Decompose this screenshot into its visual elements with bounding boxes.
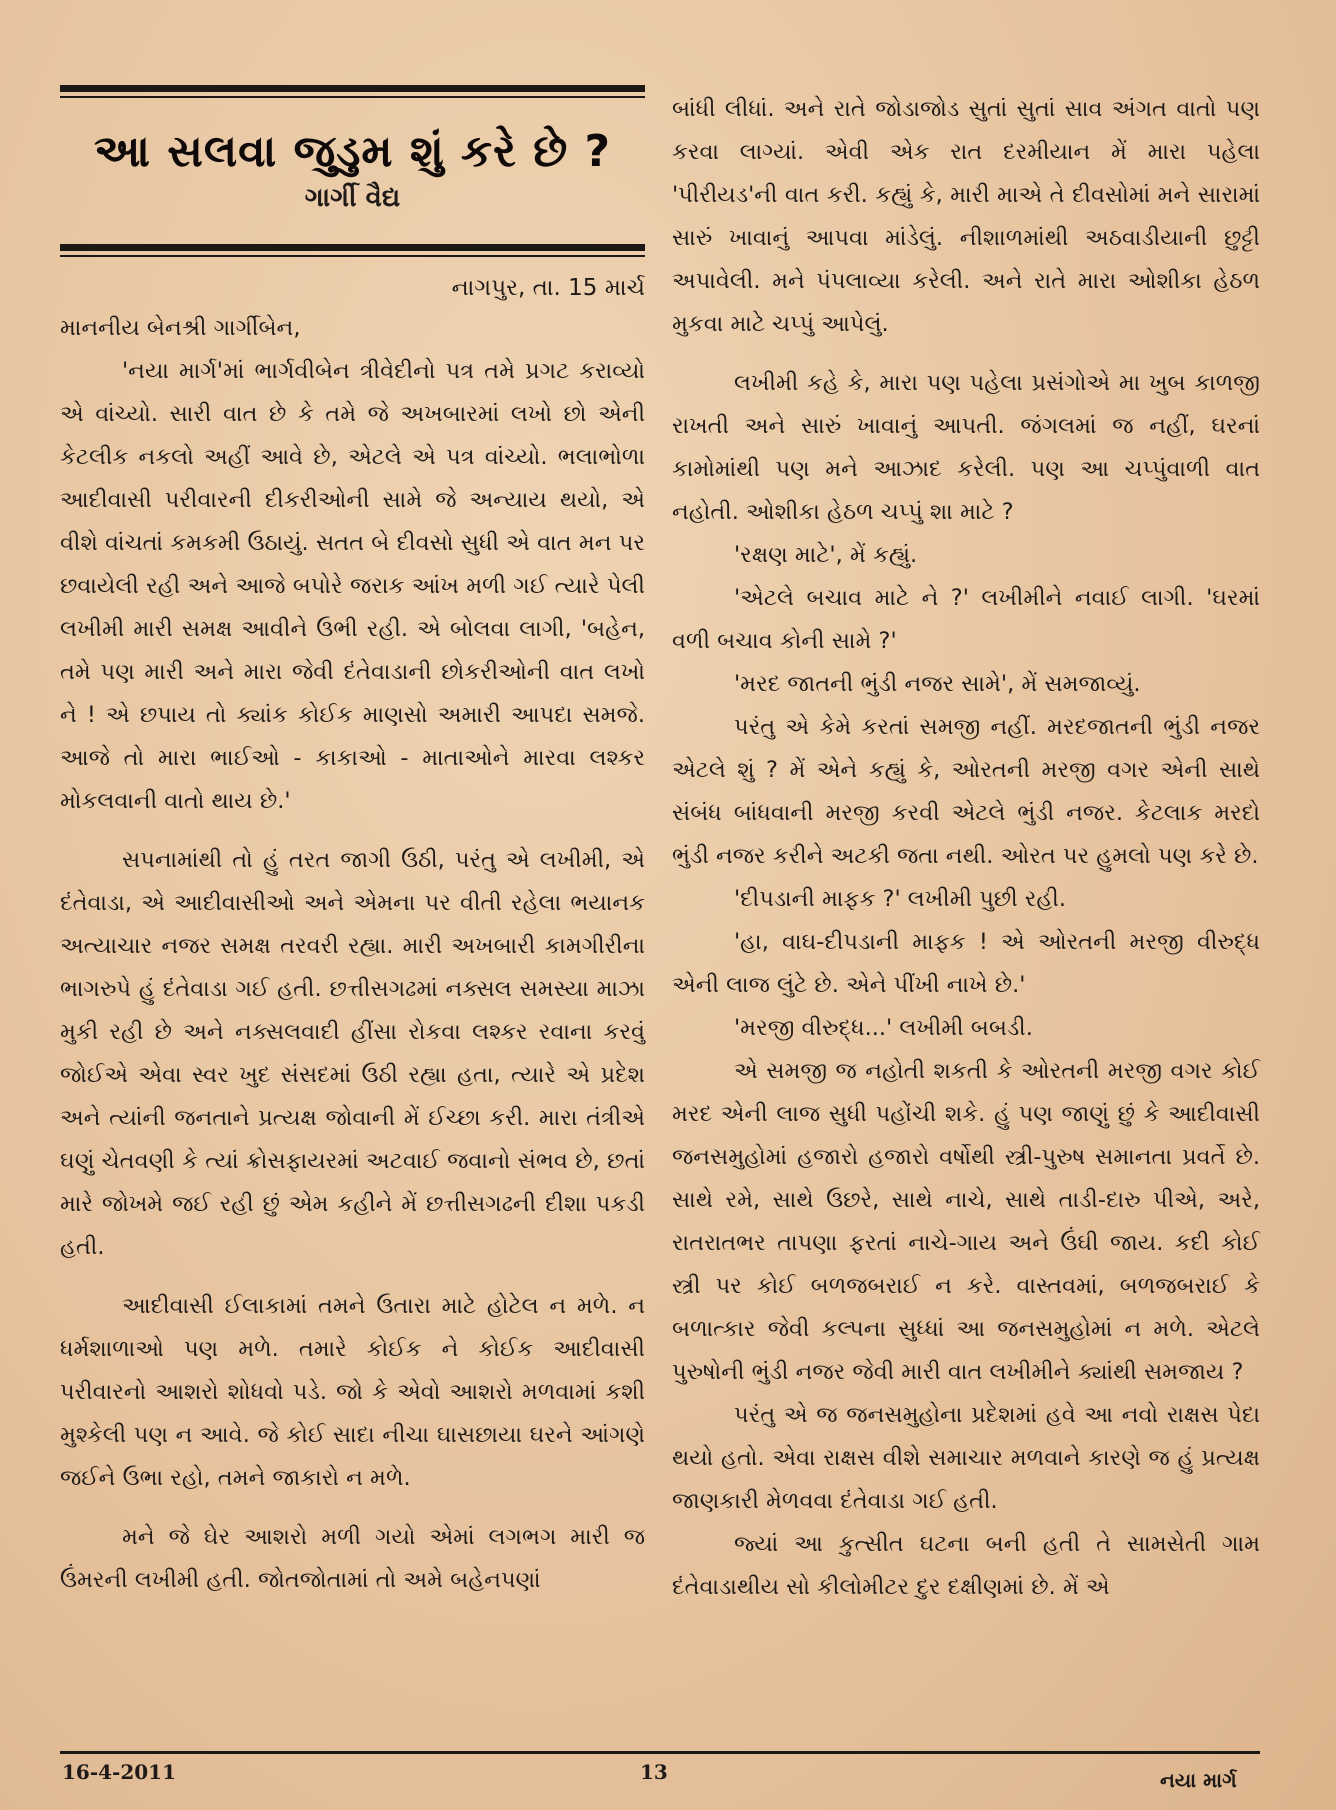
paragraph: 'હા, વાઘ-દીપડાની માફક ! એ ઓરતની મરજી વીરુદ્ધ એની લાજ લુંટે છે. એને પીંખી નાખે છે.' — [672, 929, 1260, 998]
article-title: આ સલવા જુડુમ શું કરે છે ? — [93, 126, 612, 177]
paragraph: બાંધી લીધાં. અને રાતે જોડાજોડ સુતાં સુતાં સાવ અંગત વાતો પણ કરવા લાગ્યાં. એવી એક રાત દરમીયાન મેં મારા પહેલા 'પીરીયડ'ની વાત કરી. કહ્યું કે, મારી માએ તે દીવસોમાં મને સારામાં સારું ખાવાનું આપવા માંડેલું. નીશાળમાંથી અઠવાડીયાની છુટ્ટી અપાવેલી. મને પંપલાવ્યા કરેલી. અને રાતે મારા ઓશીકા હેઠળ મુકવા માટે ચપ્પું આપેલું. — [672, 96, 1260, 337]
paragraph: 'દીપડાની માફક ?' લખીમી પુછી રહી. — [734, 886, 1067, 912]
paragraph: આદીવાસી ઈલાકામાં તમને ઉતારા માટે હોટેલ ન મળે. ન ધર્મશાળાઓ પણ મળે. તમારે કોઈક ને કોઈક આદીવાસી પરીવારનો આશરો શોધવો પડે. જો કે એવો આશરો મળવામાં કશી મુશ્કેલી પણ ન આવે. જે કોઈ સાદા નીચા ઘાસછાયા ઘરને આંગણે જઈને ઉભા રહો, તમને જાકારો ન મળે. — [60, 1293, 645, 1491]
paragraph: સપનામાંથી તો હું તરત જાગી ઉઠી, પરંતુ એ લખીમી, એ દંતેવાડા, એ આદીવાસીઓ અને એમના પર વીતી રહેલા ભયાનક અત્યાચાર નજર સમક્ષ તરવરી રહ્યા. મારી અખબારી કામગીરીના ભાગરુપે હું દંતેવાડા ગઈ હતી. છત્તીસગઢમાં નક્સલ સમસ્યા માઝા મુકી રહી છે અને નક્સલવાદી હીંસા રોકવા લશ્કર રવાના કરવું જોઈએ એવા સ્વર ખુદ સંસદમાં ઉઠી રહ્યા હતા, ત્યારે એ પ્રદેશ અને ત્યાંની જનતાને પ્રત્યક્ષ જોવાની મેં ઈચ્છા કરી. મારા તંત્રીએ ઘણું ચેતવણી કે ત્યાં ક્રોસફાયરમાં અટવાઈ જવાનો સંભવ છે, છતાં મારે જોખમે જઈ રહી છું એમ કહીને મેં છત્તીસગઢની દીશા પકડી હતી. — [60, 847, 645, 1260]
paragraph: મને જે ઘેર આશરો મળી ગયો એમાં લગભગ મારી જ ઉંમરની લખીમી હતી. જોતજોતામાં તો અમે બહેનપણાં — [60, 1524, 645, 1593]
letter-dateline: નાગપુર, તા. 15 માર્ચ — [451, 275, 645, 301]
author-rule-thin — [60, 255, 645, 257]
paragraph: પરંતુ એ જ જનસમુહોના પ્રદેશમાં હવે આ નવો રાક્ષસ પેદા થયો હતો. એવા રાક્ષસ વીશે સમાચાર મળવાને કારણે જ હું પ્રત્યક્ષ જાણકારી મેળવવા દંતેવાડા ગઈ હતી. — [672, 1402, 1260, 1514]
paragraph: એ સમજી જ નહોતી શકતી કે ઓરતની મરજી વગર કોઈ મરદ એની લાજ સુધી પહોંચી શકે. હું પણ જાણું છું કે આદીવાસી જનસમુહોમાં હજારો હજારો વર્ષોથી સ્ત્રી-પુરુષ સમાનતા પ્રવર્તે છે. સાથે રમે, સાથે ઉછરે, સાથે નાચે, સાથે તાડી-દારુ પીએ, અરે, રાતરાતભર તાપણા ફરતાં નાચે-ગાય અને ઉંઘી જાય. કદી કોઈ સ્ત્રી પર કોઈ બળજબરાઈ ન કરે. વાસ્તવમાં, બળજબરાઈ કે બળાત્કાર જેવી કલ્પના સુધ્ધાં આ જનસમુહોમાં ન મળે. એટલે પુરુષોની ભુંડી નજર જેવી મારી વાત લખીમીને ક્યાંથી સમજાય ? — [672, 1058, 1260, 1385]
paragraph: 'રક્ષણ માટે', મેં કહ્યું. — [734, 542, 918, 568]
paragraph: જ્યાં આ કુત્સીત ઘટના બની હતી તે સામસેતી ગામ દંતેવાડાથીય સો કીલોમીટર દુર દક્ષીણમાં છે. મેં એ — [672, 1531, 1260, 1600]
letter-salutation: માનનીય બેનશ્રી ગાર્ગીબેન, — [60, 315, 301, 341]
page-number: 13 — [640, 1760, 668, 1784]
author-rule — [60, 244, 645, 251]
left-column — [60, 85, 645, 1602]
paragraph: પરંતુ એ કેમે કરતાં સમજી નહીં. મરદજાતની ભુંડી નજર એટલે શું ? મેં એને કહ્યું કે, ઓરતની મરજી વગર એની સાથે સંબંધ બાંધવાની મરજી કરવી એટલે ભુંડી નજર. કેટલાક મરદો ભુંડી નજર કરીને અટકી જતા નથી. ઓરત પર હુમલો પણ કરે છે. — [672, 714, 1260, 869]
top-rule-thin — [60, 96, 645, 98]
paragraph: 'મરજી વીરુદ્ધ...' લખીમી બબડી. — [734, 1015, 1033, 1041]
footer-rule — [60, 1751, 1260, 1754]
right-column — [672, 88, 1260, 1609]
paragraph: 'મરદ જાતની ભુંડી નજર સામે', મેં સમજાવ્યું. — [734, 671, 1141, 697]
top-rule — [60, 85, 645, 92]
paragraph: લખીમી કહે કે, મારા પણ પહેલા પ્રસંગોએ મા ખુબ કાળજી રાખતી અને સારું ખાવાનું આપતી. જંગલમાં જ નહીં, ઘરનાં કામોમાંથી પણ મને આઝાદ કરેલી. પણ આ ચપ્પુંવાળી વાત નહોતી. ઓશીકા હેઠળ ચપ્પું શા માટે ? — [672, 370, 1260, 525]
paragraph: 'નયા માર્ગ'માં ભાર્ગવીબેન ત્રીવેદીનો પત્ર તમે પ્રગટ કરાવ્યો એ વાંચ્યો. સારી વાત છે કે તમે જે અખબારમાં લખો છો એની કેટલીક નકલો અહીં આવે છે, એટલે એ પત્ર વાંચ્યો. ભલાભોળા આદીવાસી પરીવારની દીકરીઓની સામે જે અન્યાય થયો, એ વીશે વાંચતાં કમકમી ઉઠાયું. સતત બે દીવસો સુધી એ વાત મન પર છવાયેલી રહી અને આજે બપોરે જરાક આંખ મળી ગઈ ત્યારે પેલી લખીમી મારી સમક્ષ આવીને ઉભી રહી. એ બોલવા લાગી, 'બહેન, તમે પણ મારી અને મારા જેવી દંતેવાડાની છોકરીઓની વાત લખો ને ! એ છપાય તો ક્યાંક કોઈક માણસો અમારી આપદા સમજે. આજે તો મારા ભાઈઓ - કાકાઓ - માતાઓને મારવા લશ્કર મોકલવાની વાતો થાય છે.' — [60, 358, 645, 814]
article-author: ગાર્ગી વૈદ્ય — [304, 183, 401, 213]
footer-date: 16-4-2011 — [62, 1760, 177, 1784]
publication-name: નયા માર્ગ — [1160, 1768, 1237, 1792]
paragraph: 'એટલે બચાવ માટે ને ?' લખીમીને નવાઈ લાગી. 'ઘરમાં વળી બચાવ કોની સામે ?' — [672, 585, 1260, 654]
